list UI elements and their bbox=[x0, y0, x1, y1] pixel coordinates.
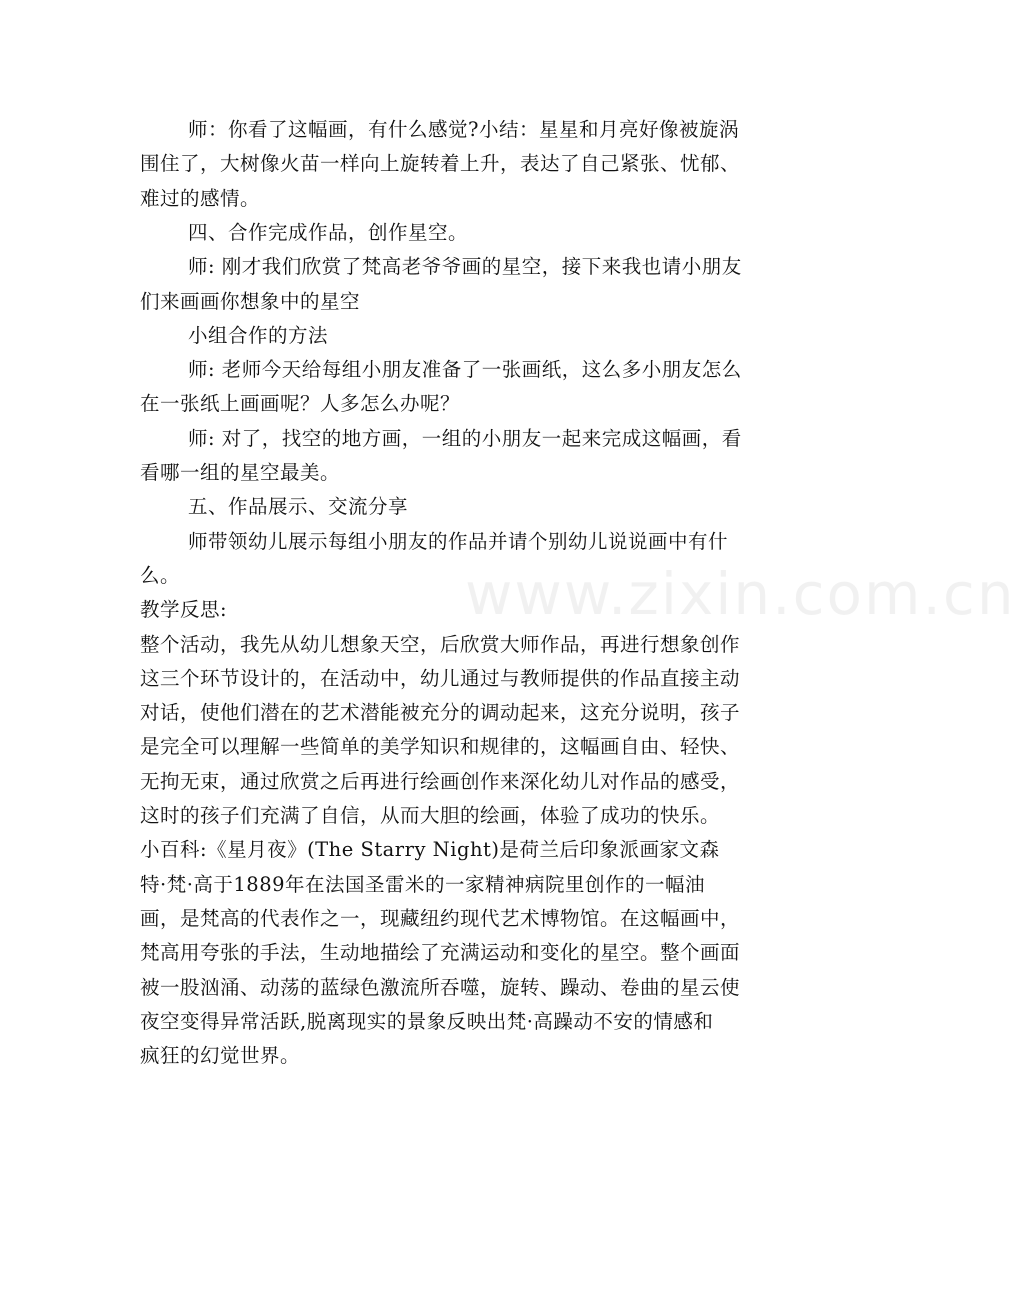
text-line: 师：你看了这幅画，有什么感觉?小结：星星和月亮好像被旋涡 bbox=[188, 118, 739, 141]
text-line: 被一股汹涌、动荡的蓝绿色激流所吞噬，旋转、躁动、卷曲的星云使 bbox=[140, 975, 741, 999]
text-line: 是完全可以理解一些简单的美学知识和规律的，这幅画自由、轻快、 bbox=[140, 735, 741, 759]
text-line: 师: 对了，找空的地方画，一组的小朋友一起来完成这幅画，看 bbox=[188, 426, 742, 450]
text-line: 无拘无束，通过欣赏之后再进行绘画创作来深化幼儿对作品的感受， bbox=[140, 769, 741, 793]
text-line: 夜空变得异常活跃,脱离现实的景象反映出梵·高躁动不安的情感和 bbox=[140, 1009, 714, 1033]
text-line: 难过的感情。 bbox=[140, 186, 261, 210]
watermark: www.zixin.com.cn bbox=[465, 560, 1016, 628]
text-line: 这时的孩子们充满了自信，从而大胆的绘画，体验了成功的快乐。 bbox=[140, 804, 721, 827]
text-line: 对话，使他们潜在的艺术潜能被充分的调动起来，这充分说明，孩子 bbox=[140, 701, 741, 725]
text-line: 五、作品展示、交流分享 bbox=[188, 495, 409, 519]
text-line: 整个活动，我先从幼儿想象天空，后欣赏大师作品，再进行想象创作 bbox=[140, 632, 741, 656]
text-line: 梵高用夸张的手法，生动地描绘了充满运动和变化的星空。整个画面 bbox=[140, 941, 741, 965]
text-line: 四、合作完成作品，创作星空。 bbox=[188, 220, 469, 244]
text-line: 教学反思: bbox=[140, 598, 228, 622]
text-line: 在一张纸上画画呢？人多怎么办呢？ bbox=[140, 392, 461, 416]
text-line: 看哪一组的星空最美。 bbox=[140, 461, 341, 484]
text-line: 小组合作的方法 bbox=[188, 323, 329, 347]
text-line: 这三个环节设计的，在活动中，幼儿通过与教师提供的作品直接主动 bbox=[140, 666, 741, 690]
text-line: 画，是梵高的代表作之一，现藏纽约现代艺术博物馆。在这幅画中， bbox=[140, 906, 741, 930]
text-line: 师带领幼儿展示每组小朋友的作品并请个别幼儿说说画中有什 bbox=[188, 529, 729, 553]
text-line: 小百科:《星月夜》(The Starry Night)是荷兰后印象派画家文森 bbox=[140, 838, 720, 862]
text-line: 疯狂的幻觉世界。 bbox=[140, 1044, 301, 1068]
text-line: 特·梵·高于1889年在法国圣雷米的一家精神病院里创作的一幅油 bbox=[140, 872, 706, 896]
text-line: 么。 bbox=[140, 563, 181, 587]
text-line: 师: 老师今天给每组小朋友准备了一张画纸，这么多小朋友怎么 bbox=[188, 358, 742, 382]
text-line: 围住了，大树像火苗一样向上旋转着上升，表达了自己紧张、忧郁、 bbox=[140, 152, 741, 176]
text-line: 们来画画你想象中的星空 bbox=[140, 289, 361, 313]
text-line: 师: 刚才我们欣赏了梵高老爷爷画的星空，接下来我也请小朋友 bbox=[188, 255, 742, 279]
